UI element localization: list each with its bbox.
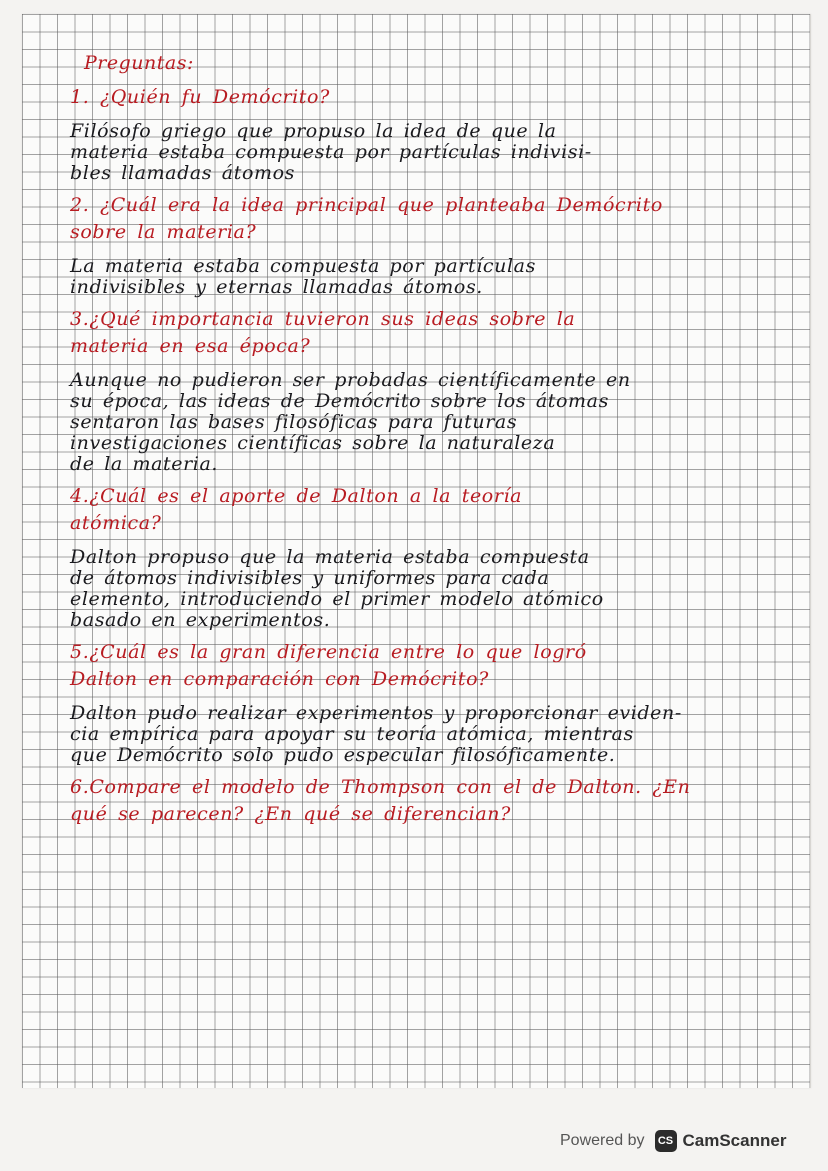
answer-line: materia estaba compuesta por partículas indivisi- [70,141,592,163]
question-line: 1. ¿Quién fu Demócrito? [70,86,330,108]
qa-block [70,639,818,766]
powered-by-text: Powered by [560,1132,645,1149]
camscanner-logo-icon: CS [655,1130,677,1152]
answer-line: Dalton pudo realizar experimentos y proporcionar eviden- [70,702,682,724]
answer-line: bles llamadas átomos [70,162,295,184]
question-line: 4.¿Cuál es el aporte de Dalton a la teoría [70,485,523,507]
answer-line: de átomos indivisibles y uniformes para cada [70,567,550,589]
question-text [70,306,818,360]
answer-text [70,121,818,184]
answer-line: Filósofo griego que propuso la idea de que la [70,120,557,142]
question-line: 2. ¿Cuál era la idea principal que planteaba Demócrito [70,194,663,216]
answer-text [70,256,818,298]
question-line: 6.Compare el modelo de Thompson con el de Dalton. ¿En [70,776,691,798]
question-line: qué se parecen? ¿En qué se diferencian? [70,803,511,825]
answer-line: elemento, introduciendo el primer modelo atómico [70,588,604,610]
answer-line: indivisibles y eternas llamadas átomos. [70,276,483,298]
answer-text [70,703,818,766]
question-text [70,192,818,246]
notebook-page [22,14,811,1088]
question-line: 5.¿Cuál es la gran diferencia entre lo que logró [70,641,587,663]
question-list [70,84,818,828]
question-line: atómica? [70,512,162,534]
answer-line: Dalton propuso que la materia estaba compuesta [70,546,590,568]
page-heading: Preguntas: [84,52,194,74]
notes-content [70,48,818,836]
answer-line: de la materia. [70,453,219,475]
question-text [70,639,818,693]
question-text [70,774,818,828]
answer-line: sentaron las bases filosóficas para futuras [70,411,518,433]
answer-text [70,370,818,475]
question-text [70,84,818,111]
question-text [70,483,818,537]
answer-line: La materia estaba compuesta por partículas [70,255,536,277]
qa-block [70,774,818,828]
camscanner-brand: CamScanner [682,1131,787,1150]
answer-line: basado en experimentos. [70,609,331,631]
answer-line: que Demócrito solo pudo especular filosóficamente. [70,744,616,766]
qa-block [70,84,818,184]
qa-block [70,483,818,631]
qa-block [70,192,818,298]
answer-line: Aunque no pudieron ser probadas científicamente en [70,369,631,391]
qa-block [70,306,818,475]
question-line: sobre la materia? [70,221,257,243]
answer-text [70,547,818,631]
question-line: 3.¿Qué importancia tuvieron sus ideas sobre la [70,308,576,330]
answer-line: investigaciones científicas sobre la naturaleza [70,432,556,454]
question-line: materia en esa época? [70,335,311,357]
answer-line: cia empírica para apoyar su teoría atómica, mientras [70,723,634,745]
answer-line: su época, las ideas de Demócrito sobre los átomas [70,390,609,412]
question-line: Dalton en comparación con Demócrito? [70,668,489,690]
camscanner-footer [560,1124,820,1158]
